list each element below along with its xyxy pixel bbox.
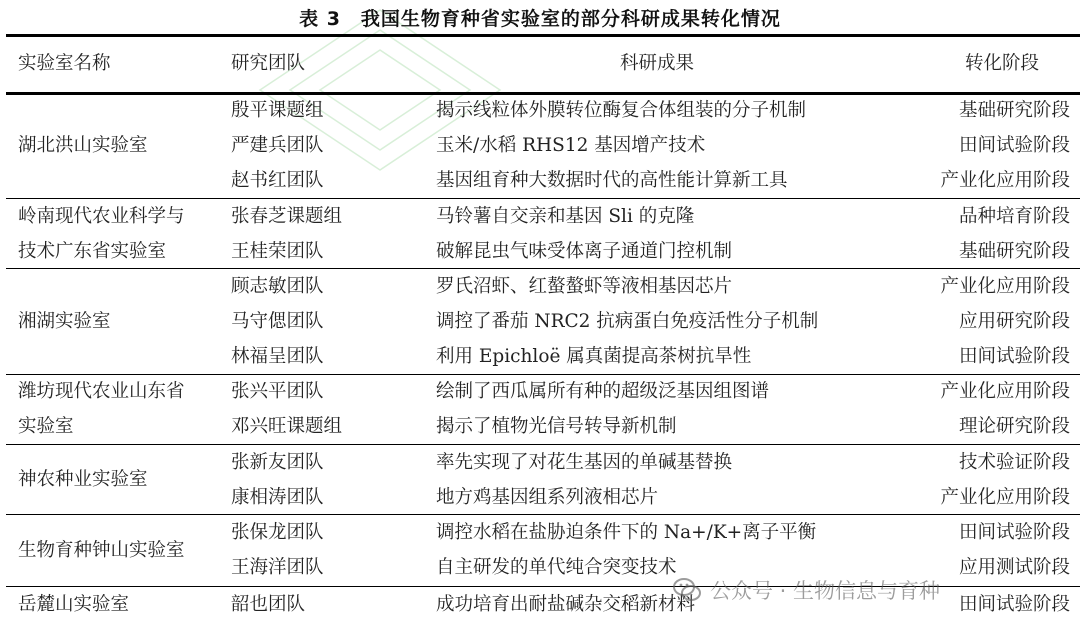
lab-name: 实验室 [18,416,74,437]
result-cell: 调控水稻在盐胁迫条件下的 Na+/K+离子平衡 [436,522,817,543]
stage-cell: 技术验证阶段 [958,452,1070,473]
team-cell: 顾志敏团队 [231,276,324,297]
stage-cell: 理论研究阶段 [958,416,1070,437]
team-cell: 张新友团队 [231,452,324,473]
watermark [672,567,940,613]
stage-cell: 田间试验阶段 [958,346,1070,367]
header-team: 研究团队 [231,53,306,74]
watermark-text: 公众号 · 生物信息与育种 [710,579,941,603]
stage-cell: 田间试验阶段 [958,135,1070,156]
stage-cell: 应用研究阶段 [958,311,1070,332]
result-cell: 绘制了西瓜属所有种的超级泛基因组图谱 [436,381,770,402]
team-cell: 王海洋团队 [231,557,324,578]
top-rule [6,34,1080,37]
result-cell: 成功培育出耐盐碱杂交稻新材料 [436,594,696,615]
team-cell: 韶也团队 [231,594,306,615]
lab-name: 湘湖实验室 [18,311,111,332]
result-cell: 自主研发的单代纯合突变技术 [436,557,677,578]
stage-cell: 产业化应用阶段 [940,487,1070,508]
team-cell: 赵书红团队 [231,170,324,191]
header-lab: 实验室名称 [18,53,111,74]
team-cell: 康相涛团队 [231,487,324,508]
lab-name: 潍坊现代农业山东省 [18,381,185,402]
stage-cell: 产业化应用阶段 [940,276,1070,297]
stage-cell: 产业化应用阶段 [940,170,1070,191]
stage-cell: 品种培育阶段 [958,206,1070,227]
stage-cell: 田间试验阶段 [958,594,1070,615]
result-cell: 利用 Epichloë 属真菌提高茶树抗旱性 [436,346,752,367]
stage-cell: 产业化应用阶段 [940,381,1070,402]
lab-name: 生物育种钟山实验室 [18,540,185,561]
lab-name: 岳麓山实验室 [18,594,130,615]
stage-cell: 基础研究阶段 [958,100,1070,121]
result-cell: 破解昆虫气味受体离子通道门控机制 [436,241,733,262]
stage-cell: 应用测试阶段 [958,557,1070,578]
stage-cell: 基础研究阶段 [958,241,1070,262]
result-cell: 玉米/水稻 RHS12 基因增产技术 [436,135,706,156]
team-cell: 马守偲团队 [231,311,324,332]
result-cell: 率先实现了对花生基因的单碱基替换 [436,452,733,473]
team-cell: 殷平课题组 [231,100,324,121]
result-cell: 地方鸡基因组系列液相芯片 [436,487,659,508]
result-cell: 罗氏沼虾、红螯螯虾等液相基因芯片 [436,276,733,297]
result-cell: 揭示了植物光信号转导新机制 [436,416,677,437]
result-cell: 基因组育种大数据时代的高性能计算新工具 [436,170,788,191]
result-cell: 调控了番茄 NRC2 抗病蛋白免疫活性分子机制 [436,311,819,332]
header-result: 科研成果 [620,53,695,74]
team-cell: 林福呈团队 [231,346,324,367]
team-cell: 张保龙团队 [231,522,324,543]
result-cell: 揭示线粒体外膜转位酶复合体组装的分子机制 [436,100,807,121]
result-cell: 马铃薯自交亲和基因 Sli 的克隆 [436,206,695,227]
team-cell: 邓兴旺课题组 [231,416,343,437]
header-stage: 转化阶段 [964,53,1039,74]
table-caption: 表 3 我国生物育种省实验室的部分科研成果转化情况 [299,8,781,30]
team-cell: 张春芝课题组 [231,206,343,227]
team-cell: 王桂荣团队 [231,241,324,262]
lab-name: 神农种业实验室 [18,469,148,490]
stage-cell: 田间试验阶段 [958,522,1070,543]
lab-name: 技术广东省实验室 [18,241,167,262]
lab-name: 岭南现代农业科学与 [18,206,185,227]
team-cell: 张兴平团队 [231,381,324,402]
lab-name: 湖北洪山实验室 [18,135,148,156]
team-cell: 严建兵团队 [231,135,324,156]
